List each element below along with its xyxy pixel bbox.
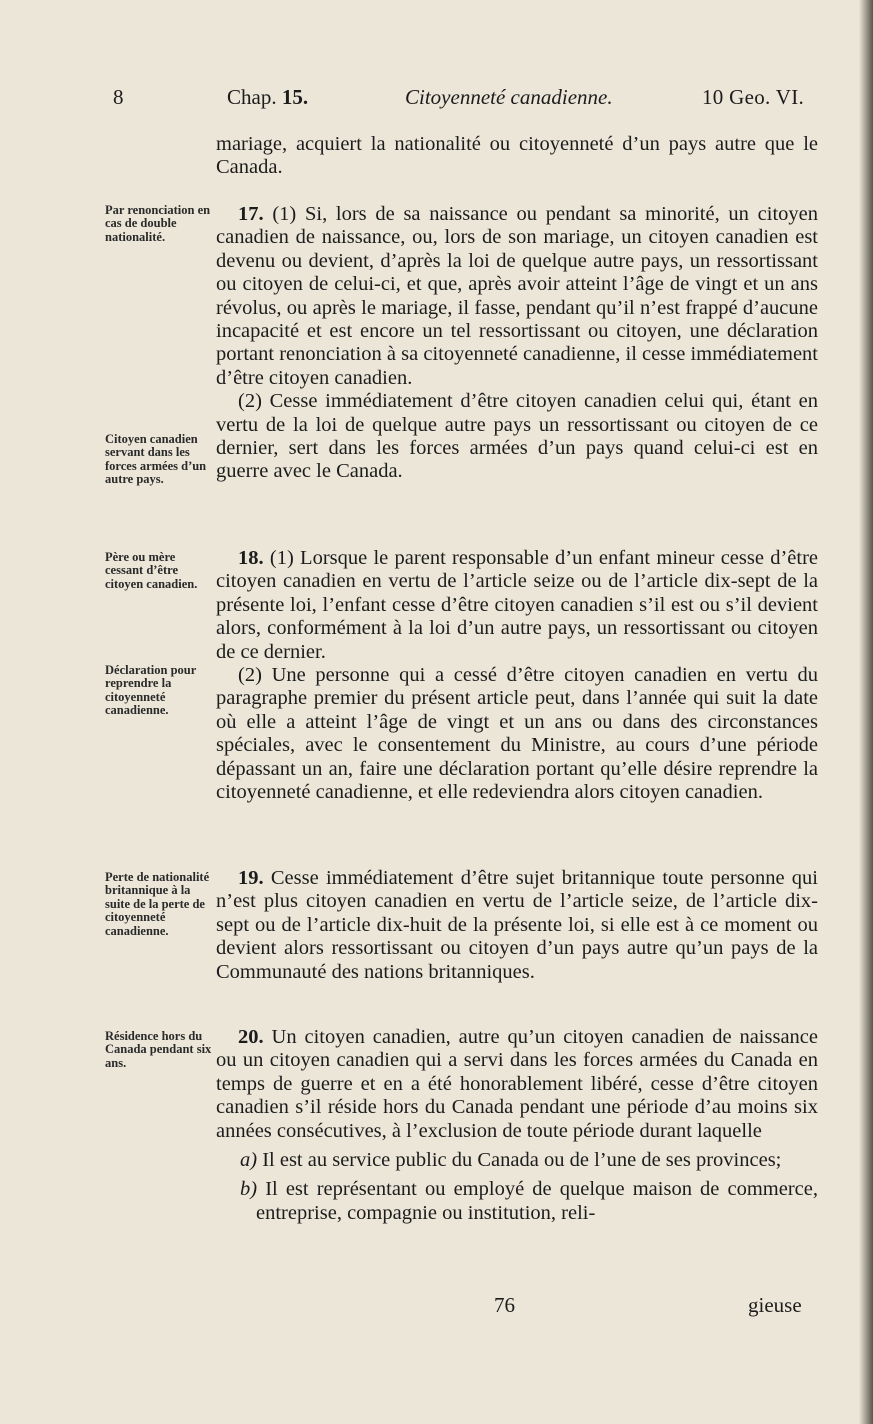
chapter-number: 15. [281,85,309,109]
chapter-label: Chap. [227,85,277,109]
marginal-note-residence: Résidence hors du Canada pendant six ans. [105,1029,212,1070]
footer-page-number: 76 [494,1293,515,1317]
running-header [0,85,873,115]
page-edge-shadow [859,0,873,1424]
page-number: 8 [113,85,124,109]
section-17-para-1: 17. (1) Si, lors de sa naissance ou pendant sa minorité, un citoyen canadien de naissance, ou, lors de son mariage, un citoyen canadien est devenu ou devient, d’après la loi de quelque autre pays, un ressortissant ou citoyen de celui-ci, et que, après avoir atteint l’âge de vingt et un ans révolus, ou après le mariage, il fasse, pendant qu’il n’est frappé d’aucune incapacité et est encore un tel ressortissant ou citoyen, une déclaration portant renonciation à sa citoyenneté canadienne, il cesse immédiatement d’être citoyen canadien. [216,203,818,389]
section-17-para-2: (2) Cesse immédiatement d’être citoyen canadien celui qui, étant en vertu de la loi de quelque autre pays un ressortissant ou citoyen de ce dernier, sert dans les forces armées d’un pays quand celui-ci est en guerre avec le Canada. [216,390,818,483]
regnal-year: 10 Geo. VI. [702,85,805,109]
section-20: 20. Un citoyen canadien, autre qu’un citoyen canadien de naissance ou un citoyen canadien qui a servi dans les forces armées du Canada en temps de guerre et en a été honorablement libéré, cesse d’être citoyen canadien s’il réside hors du Canada pendant une période d’au moins six années consécutives, à l’exclusion de toute période durant laquelle a) Il est au service public du Canada ou de l’une de ses provinces; b) Il est représentant ou employé de quelque maison de commerce, entreprise, compagnie ou institution, reli- [216,1026,818,1224]
section-19: 19. Cesse immédiatement d’être sujet britannique toute personne qui n’est plus citoyen canadien en vertu de l’article seize, de l’article dix-sept ou de l’article dix-huit de la présente loi, si elle est à ce moment ou devient alors ressortissant ou citoyen d’un pays autre qu’un pays de la Communauté des nations britanniques. [216,867,819,983]
marginal-note-british-nationality: Perte de nationalité britannique à la suite de la perte de citoyenneté canadienne. [105,870,210,938]
section-20-item-a: a) Il est au service public du Canada ou de l’une de ses provinces; [240,1149,782,1172]
section-number: 18. [238,547,264,569]
running-title: Citoyenneté canadienne. [405,85,613,109]
catchword: gieuse [748,1293,802,1317]
section-18 [216,547,818,804]
section-number: 17. [238,203,264,225]
section-number: 20. [238,1026,264,1048]
section-20-item-b: b) Il est représentant ou employé de quelque maison de commerce, entreprise, compagnie ou institution, reli- [240,1178,818,1224]
section-number: 19. [238,867,264,889]
section-18-para-1: 18. (1) Lorsque le parent responsable d’un enfant mineur cesse d’être citoyen canadien en vertu de l’article seize ou de l’article dix-sept de la présente loi, l’enfant cesse d’être citoyen canadien s’il est ou s’il devient alors, conformément à la loi d’un autre pays, un ressortissant ou citoyen de ce dernier. [216,547,819,663]
marginal-note-armed-forces: Citoyen canadien servant dans les forces armées d’un autre pays. [105,432,207,487]
marginal-note-declaration: Déclaration pour reprendre la citoyenneté canadienne. [105,663,197,718]
marginal-note-father-mother: Père ou mère cessant d’être citoyen canadien. [105,550,198,591]
continuation-text: mariage, acquiert la nationalité ou citoyenneté d’un pays autre que le Canada. [216,133,818,179]
section-18-para-2: (2) Une personne qui a cessé d’être citoyen canadien en vertu du paragraphe premier du présent article peut, dans l’année qui suit la date où elle a atteint l’âge de vingt et un ans ou dans des circonstances spéciales, avec le consentement du Ministre, au cours d’une période dépassant un an, faire une déclaration portant qu’elle désire reprendre la citoyenneté canadienne, et elle redeviendra alors citoyen canadien. [216,664,818,804]
section-17 [216,203,818,484]
marginal-note-renunciation: Par renonciation en cas de double nationalité. [105,203,211,244]
chapter-reference [227,85,308,110]
